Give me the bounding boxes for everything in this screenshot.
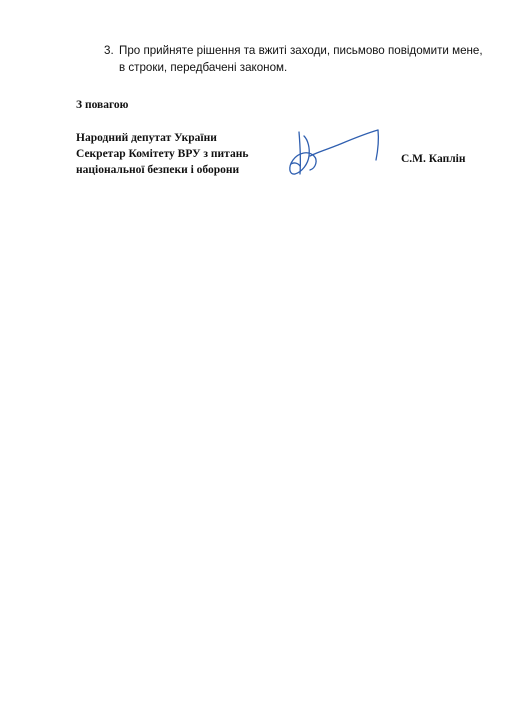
signer-name: С.М. Каплін: [401, 153, 466, 165]
signer-title-block: [76, 130, 248, 178]
signer-title-line: національної безпеки і оборони: [76, 164, 240, 176]
paragraph-text: Про прийняте рішення та вжиті заходи, письмово повідомити мене, в строки, передбачені законом.: [119, 44, 483, 74]
signer-title-line: Народний депутат України: [76, 132, 217, 144]
closing-salutation: З повагою: [76, 99, 129, 111]
signer-title-line: Секретар Комітету ВРУ з питань: [76, 148, 249, 160]
paragraph-number: 3.: [104, 44, 114, 57]
numbered-paragraph: [104, 42, 484, 76]
handwritten-signature-icon: [282, 122, 390, 184]
